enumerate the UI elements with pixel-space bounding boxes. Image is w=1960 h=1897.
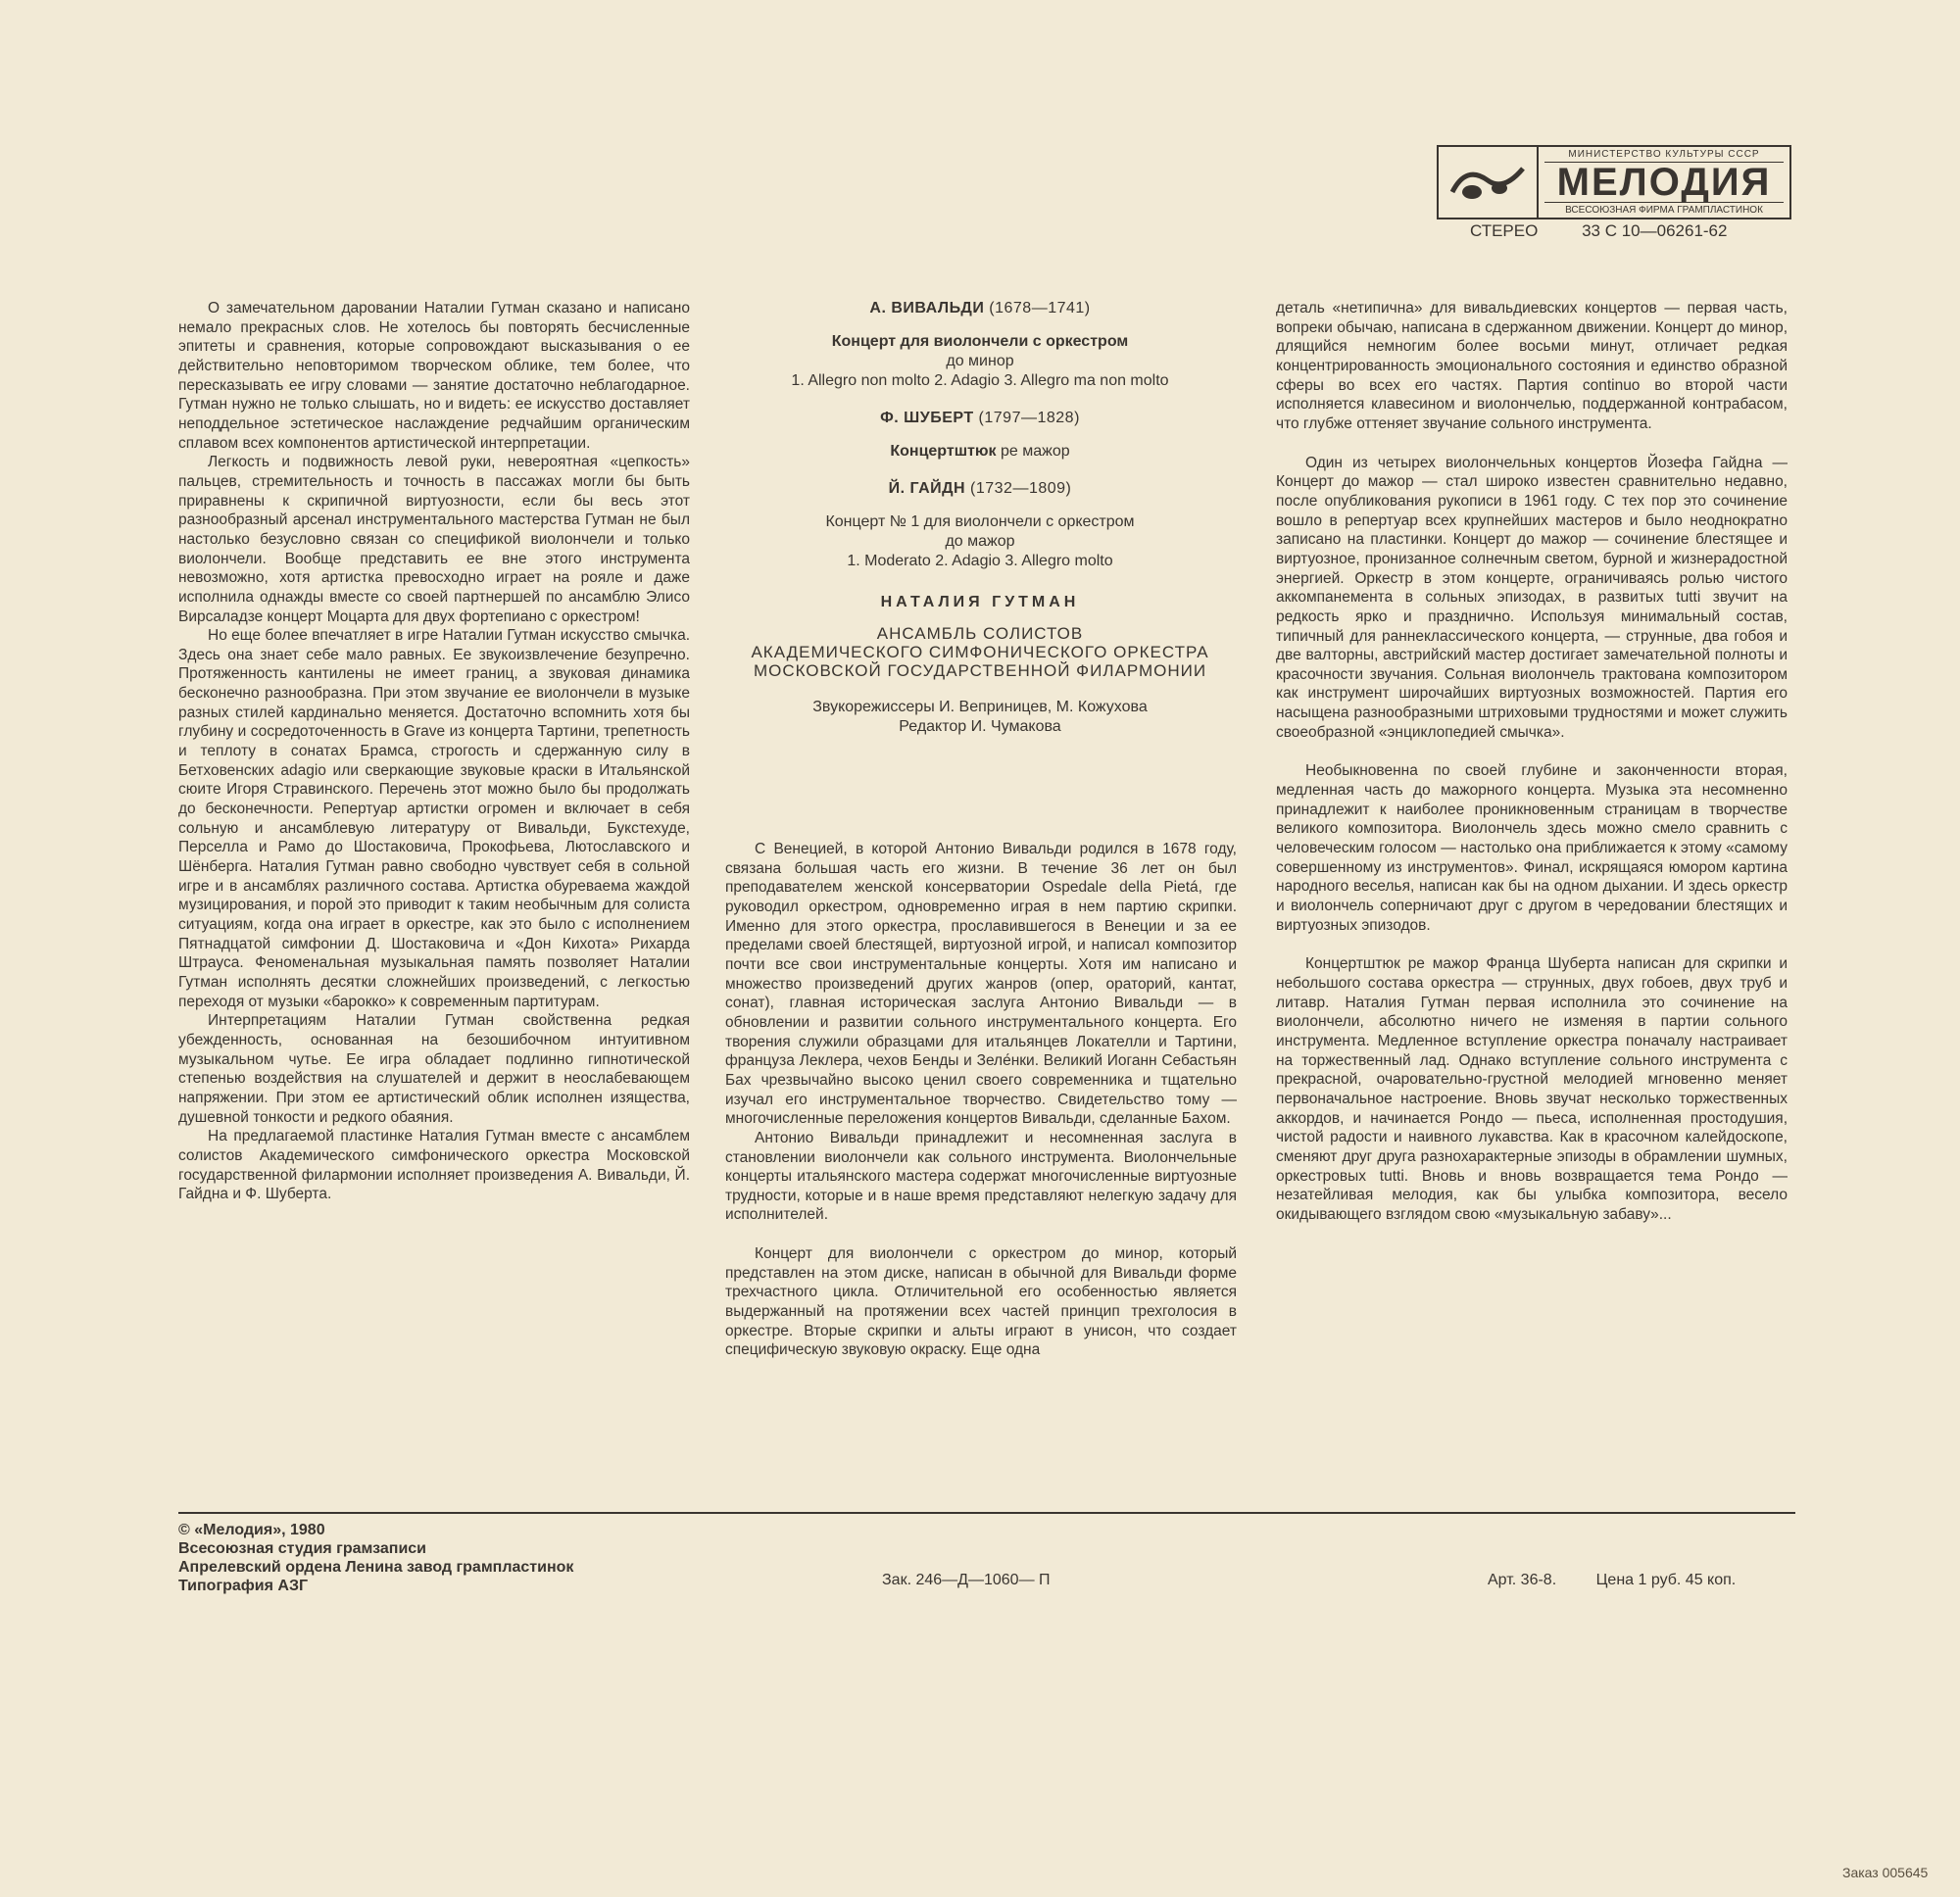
paragraph: Один из четырех виолончельных концертов Йозефа Гайдна — Концерт до мажор — стал широко известен сравнительно недавно, после опубликования рукописи в 1961 году. С тех пор это сочинение вошло в репертуар всех крупнейших мастеров и было неоднократно записано на пластинки. Концерт до мажор — сочинение блестящее и виртуозное, пронизанное солнечным светом, бурной и жизнерадостной энергией. Оркестр в этом концерте, ограничиваясь ролью чистого аккомпанемента в сольных эпизодах, в развитых tutti звучит на редкость ярко и празднично. Используя минимальный состав, типичный для раннеклассического концерта, — струнные, два гобоя и две валторны, австрийский мастер достигает замечательной полноты и красочности звучания. Сольная виолончель трактована композитором как инструмент широчайших виртуозных возможностей. Партия его насыщена разнообразными штриховыми трудностями и может служить своеобразной «энциклопедией смычка». xyxy=(1276,454,1788,741)
ensemble-line: АКАДЕМИЧЕСКОГО СИМФОНИЧЕСКОГО ОРКЕСТРА xyxy=(751,643,1209,661)
paragraph: Антонио Вивальди принадлежит и несомненная заслуга в становлении виолончели как сольного инструмента. Виолончельные концерты итальянского мастера содержат многочисленные виртуозные трудности, которые и в наше время представляют нелегкую задачу для исполнителей. xyxy=(725,1129,1237,1224)
footer-imprint xyxy=(178,1521,573,1595)
paragraph: На предлагаемой пластинке Наталия Гутман вместе с ансамблем солистов Академического симфонического оркестра Московской государственной филармонии исполняет произведения А. Вивальди, Й. Гайдна и Ф. Шуберта. xyxy=(178,1128,690,1203)
catalog-line xyxy=(1470,221,1727,241)
essay-column-1 xyxy=(178,299,690,1204)
composer-name: Й. ГАЙДН xyxy=(888,480,966,497)
work-title: Концерт № 1 для виолончели с оркестром xyxy=(825,513,1135,530)
label-name: МЕЛОДИЯ xyxy=(1556,161,1772,204)
company-text: ВСЕСОЮЗНАЯ ФИРМА ГРАМПЛАСТИНОК xyxy=(1544,202,1784,216)
work-movements: 1. Allegro non molto 2. Adagio 3. Allegro ma non molto xyxy=(791,372,1169,389)
composer-years: (1732—1809) xyxy=(970,480,1072,497)
essay-column-2 xyxy=(725,840,1237,1360)
paragraph: Легкость и подвижность левой руки, невероятная «цепкость» пальцев, стремительность и точность в пассажах могли бы быть приравнены к скрипичной виртуозности, если бы весь этот разнообразный арсенал инструментального мастерства Гутман не был настолько безусловно связан со спецификой виолончели и только виолончели. Вообще представить ее вне этого инструмента невозможно, хотя артистка превосходно играет на рояле и даже исполнила однажды вместе со своей партнершей по ансамблю Элисо Вирсаладзе концерт Моцарта для двух фортепиано с оркестром! xyxy=(178,454,690,625)
performer-name: НАТАЛИЯ ГУТМАН xyxy=(880,594,1080,610)
footer-divider xyxy=(178,1512,1795,1514)
work-vivaldi xyxy=(706,299,1254,391)
sound-engineers: Звукорежиссеры И. Веприницев, М. Кожухова xyxy=(812,699,1148,715)
program-listing xyxy=(706,299,1254,737)
work-key: до минор xyxy=(946,353,1014,369)
melodiya-logo xyxy=(1437,145,1791,219)
paragraph: О замечательном даровании Наталии Гутман сказано и написано немало прекрасных слов. Не хотелось бы повторять бесчисленные эпитеты и сравнения, которые сопровождают высказывания о ее действительно неповторимом творческом облике, тем более, что пересказывать ее игру словами — занятие достаточно неблагодарное. Гутман нужно не только слышать, но и видеть: ее искусство доставляет неподдельное эстетическое наслаждение редчайшим органическим сплавом всех компонентов артистической интерпретации. xyxy=(178,300,690,452)
work-movements: 1. Moderato 2. Adagio 3. Allegro molto xyxy=(847,553,1113,569)
price-line xyxy=(1488,1572,1736,1589)
copyright: © «Мелодия», 1980 xyxy=(178,1522,325,1538)
composer-name: Ф. ШУБЕРТ xyxy=(880,410,974,426)
work-key: ре мажор xyxy=(1001,443,1070,460)
format-text: СТЕРЕО xyxy=(1470,221,1539,240)
article-number: Арт. 36-8. xyxy=(1488,1572,1557,1588)
work-title: Концерт для виолончели с оркестром xyxy=(831,333,1129,350)
paragraph: Но еще более впечатляет в игре Наталии Гутман искусство смычка. Здесь она знает себе мало равных. Ее звукоизвлечение безупречно. Протяженность кантилены не имеет границ, а звуковая динамика бесконечно разнообразна. При этом звучание ее виолончели в музыке разных стилей кардинально меняется. Достаточно вспомнить хотя бы глубину и сосредоточенность в Grave из концерта Тартини, трепетность и теплоту в сонатах Брамса, строгость и сдержанную силу в Бетховенских adagio или сверкающие звуковые краски в Итальянской сюите Игоря Стравинского. Перечень этот можно было бы продолжать до бесконечности. Репертуар артистки огромен и включает в себя сольную и ансамблевую литературу от Вивальди, Букстехуде, Перселла и Рамо до Шостаковича, Прокофьева, Лютославского и Шёнберга. Наталия Гутман равно свободно чувствует себя в сольной игре и в ансамблях различного состава. Артистка обуреваема жаждой музицирования, и порой это приводит к таким необычным для солиста ситуациям, когда она играет в оркестре, как это было с исполнением Пятнадцатой симфонии Д. Шостаковича и «Дон Кихота» Рихарда Штрауса. Феноменальная музыкальная память позволяет Наталии Гутман исполнять десятки сложнейших произведений, с легкостью переходя от музыки «барокко» к современным партитурам. xyxy=(178,627,690,1010)
work-title: Концертштюк xyxy=(890,443,997,460)
plant: Апрелевский ордена Ленина завод грампластинок xyxy=(178,1559,574,1576)
printer: Типография АЗГ xyxy=(178,1578,309,1594)
work-key: до мажор xyxy=(945,533,1015,550)
paragraph: Концертштюк ре мажор Франца Шуберта написан для скрипки и небольшого состава оркестра — струнных, двух гобоев, двух труб и литавр. Наталия Гутман первая исполнила это сочинение на виолончели, абсолютно ничего не изменяя в партии сольного инструмента. Медленное вступление оркестра поначалу настраивает на торжественный лад. Однако вступление сольного инструмента с прекрасной, очаровательно-грустной мелодией мгновенно меняет первоначальное настроение. Вновь звучат несколько торжественных аккордов, и начинается Рондо — пьеса, исполненная простодушия, чистой радости и наивного лукавства. Как в красочном калейдоскопе, сменяют друг друга разнохарактерные эпизоды в обрамлении шумных, оркестровых tutti. Вновь и вновь возвращается тема Рондо — незатейливая мелодия, как бы улыбка композитора, весело окидывающего взглядом свою «музыкальную забаву»... xyxy=(1276,955,1788,1223)
order-stamp: Заказ 005645 xyxy=(1842,1865,1929,1880)
ministry-text: МИНИСТЕРСТВО КУЛЬТУРЫ СССР xyxy=(1544,149,1784,163)
composer-years: (1678—1741) xyxy=(989,300,1091,316)
ensemble-line: МОСКОВСКОЙ ГОСУДАРСТВЕННОЙ ФИЛАРМОНИИ xyxy=(753,661,1207,680)
composer-name: А. ВИВАЛЬДИ xyxy=(869,300,985,316)
ensemble-name xyxy=(706,624,1254,680)
paragraph: С Венецией, в которой Антонио Вивальди родился в 1678 году, связана большая часть его жизни. В течение 36 лет он был преподавателем женской консерватории Ospedale della Pietá, где руководил оркестром, одновременно играя в нем партию скрипки. Именно для этого оркестра, прославившегося в Венеции и за ее пределами своей блестящей, виртуозной игрой, и написал композитор почти все свои инструментальные концерты. Хотя им написано и множество произведений других жанров (опер, ораторий, кантат, сонат), главная историческая заслуга Антонио Вивальди — в обновлении и развитии сольного инструментального концерта. Его творения служили образцами для итальянцев Локателли и Тартини, француза Леклера, чехов Бенды и Зеле́нки. Великий Иоганн Себастьян Бах чрезвычайно высоко ценил своего современника и тщательно изучал его инструментальное творчество. Свидетельство тому — многочисленные переложения концертов Вивальди, сделанные Бахом. xyxy=(725,841,1237,1128)
paragraph: Концерт для виолончели с оркестром до минор, который представлен на этом диске, написан в обычной для Вивальди форме трехчастного цикла. Отличительной его особенностью является выдержанный на протяжении всех частей принцип трехголосия в оркестре. Вторые скрипки и альты играют в унисон, что создает специфическую звуковую окраску. Еще одна xyxy=(725,1245,1237,1359)
paragraph: Необыкновенна по своей глубине и законченности вторая, медленная часть до мажорного концерта. Музыка эта несомненно принадлежит к наиболее проникновенным страницам в творчестве великого композитора. Виолончель здесь можно смело сравнить с человеческим голосом — настолько она приближается к этому «самому совершенному из инструментов». Финал, искрящаяся юмором картина народного веселья, написан как бы на одном дыхании. И здесь оркестр и виолончель соперничают друг с другом в чередовании блестящих и виртуозных эпизодов. xyxy=(1276,762,1788,934)
essay-column-3 xyxy=(1276,299,1788,1225)
order-code: Зак. 246—Д—1060— П xyxy=(882,1572,1051,1588)
paragraph: деталь «нетипична» для вивальдиевских концертов — первая часть, вопреки обычаю, написана в сдержанном движении. Концерт до минор, длящийся немногим более восьми минут, отличает редкая концентрированность эмоционального состояния и единство образной сферы во всех его частях. Партия continuo во второй части исполняется клавесином и виолончелью, поддержанной контрабасом, что глубже оттеняет звучание сольного инструмента. xyxy=(1276,300,1788,432)
editor: Редактор И. Чумакова xyxy=(899,718,1061,735)
composer-years: (1797—1828) xyxy=(978,410,1080,426)
ensemble-line: АНСАМБЛЬ СОЛИСТОВ xyxy=(876,624,1084,643)
paragraph: Интерпретациям Наталии Гутман свойственна редкая убежденность, основанная на безошибочном интуитивном музыкальном чутье. Ее игра обладает подлинно гипнотической степенью воздействия на слушателей и держит в неослабевающем напряжении. При этом ее артистический облик исполнен изящества, душевной тонкости и редкого обаяния. xyxy=(178,1012,690,1126)
work-haydn xyxy=(706,479,1254,571)
melodiya-emblem-icon xyxy=(1439,147,1539,218)
credits xyxy=(706,698,1254,737)
studio: Всесоюзная студия грамзаписи xyxy=(178,1540,427,1557)
price: Цена 1 руб. 45 коп. xyxy=(1595,1572,1737,1588)
work-schubert xyxy=(706,409,1254,462)
catalog-number: 33 С 10—06261-62 xyxy=(1582,221,1728,240)
